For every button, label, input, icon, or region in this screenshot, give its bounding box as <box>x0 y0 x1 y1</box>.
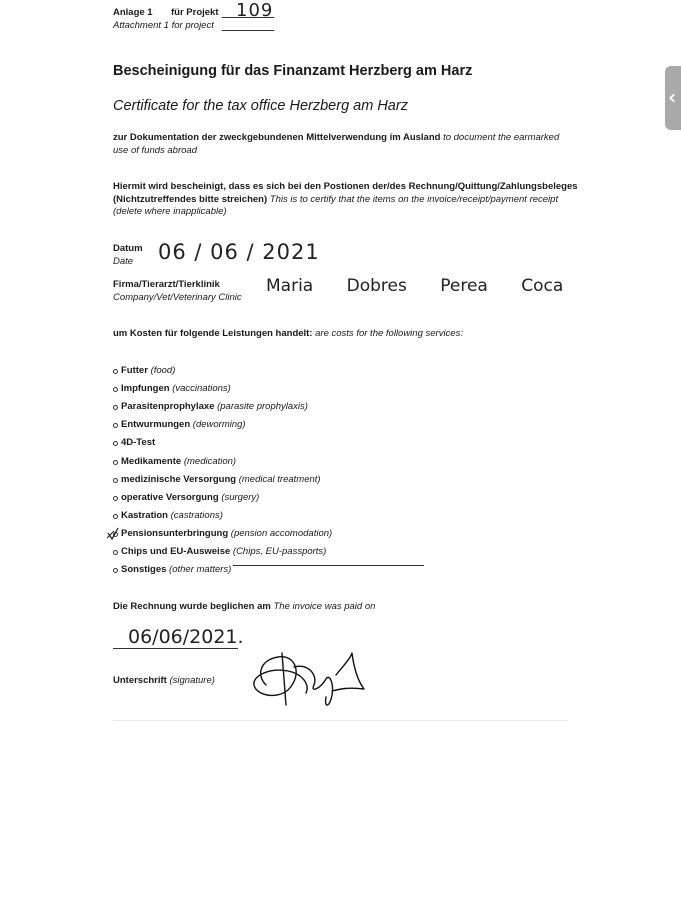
signature-label: Unterschrift (signature) <box>113 675 215 686</box>
purpose-de: zur Dokumentation der zweckgebundenen Mittelverwendung im Ausland <box>113 132 441 143</box>
date-value: 06 / 06 / 2021 <box>158 240 320 264</box>
service-item[interactable]: 4D-Test <box>113 437 155 449</box>
project-label: für Projekt <box>171 7 219 18</box>
checkbox-circle[interactable] <box>113 387 118 392</box>
project-number: 109 <box>236 0 274 21</box>
service-item-checked[interactable]: Pensionsunterbringung (pension accomodation) <box>113 528 332 540</box>
company-value: Maria Dobres Perea Coca <box>266 276 564 296</box>
date-label-en: Date <box>113 256 134 267</box>
certify-en: This is to certify that the items on the invoice/receipt/payment receipt (delete where inapplicable) <box>113 193 559 217</box>
page-title: Bescheinigung für das Finanzamt Herzberg am Harz <box>113 63 473 79</box>
service-item[interactable]: Entwurmungen (deworming) <box>113 419 246 431</box>
company-label: Firma/Tierarzt/Tierklinik <box>113 279 220 290</box>
other-matters-line[interactable] <box>233 565 424 566</box>
attachment-label: Anlage 1 <box>113 7 153 18</box>
service-item[interactable]: Sonstiges (other matters) <box>113 564 231 576</box>
checkbox-circle[interactable] <box>113 423 118 428</box>
certify-text <box>113 181 578 219</box>
service-item[interactable]: Chips und EU-Ausweise (Chips, EU-passports) <box>113 546 326 558</box>
services-intro <box>113 328 463 341</box>
service-item[interactable]: Kastration (castrations) <box>113 510 223 522</box>
checkbox-circle[interactable] <box>113 496 118 501</box>
checkbox-circle[interactable] <box>113 514 118 519</box>
signature-image <box>248 645 368 715</box>
company-label-en: Company/Vet/Veterinary Clinic <box>113 292 242 303</box>
service-item[interactable]: Medikamente (medication) <box>113 456 236 468</box>
paid-date-value: 06/06/2021. <box>128 626 244 648</box>
checkbox-circle[interactable] <box>113 369 118 374</box>
page-divider <box>113 720 568 721</box>
paid-en: The invoice was paid on <box>273 601 376 612</box>
page-subtitle: Certificate for the tax office Herzberg am Harz <box>113 98 408 114</box>
services-intro-en: are costs for the following services: <box>315 328 463 339</box>
checkbox-circle[interactable] <box>113 568 118 573</box>
attachment-en: Attachment 1 for project <box>113 20 214 31</box>
checkbox-circle[interactable] <box>113 460 118 465</box>
service-item[interactable]: Impfungen (vaccinations) <box>113 383 231 395</box>
side-pull-tab[interactable] <box>665 66 681 130</box>
check-mark-icon <box>105 526 121 542</box>
services-intro-de: um Kosten für folgende Leistungen handelt: <box>113 328 313 339</box>
purpose-en: to document the earmarked use of funds abroad <box>113 132 560 156</box>
checkbox-circle[interactable] <box>113 550 118 555</box>
paid-de: Die Rechnung wurde beglichen am <box>113 601 271 612</box>
service-item[interactable]: operative Versorgung (surgery) <box>113 492 259 504</box>
paid-text <box>113 601 375 614</box>
checkbox-circle[interactable] <box>113 478 118 483</box>
checkbox-circle[interactable] <box>113 405 118 410</box>
purpose-text <box>113 132 573 157</box>
attachment-line <box>222 30 274 31</box>
service-item[interactable]: medizinische Versorgung (medical treatment) <box>113 474 321 486</box>
service-item[interactable]: Futter (food) <box>113 365 175 377</box>
certify-de: Hiermit wird bescheinigt, dass es sich bei den Postionen der/des Rechnung/Quittung/Zahlungsbeleges (Nichtzutreffendes bitte streichen) <box>113 181 578 205</box>
service-item[interactable]: Parasitenprophylaxe (parasite prophylaxis) <box>113 401 308 413</box>
date-label: Datum <box>113 243 143 254</box>
checkbox-circle[interactable] <box>113 441 118 446</box>
paid-date-line <box>113 648 238 649</box>
chevron-left-icon: ‹ <box>668 85 677 109</box>
